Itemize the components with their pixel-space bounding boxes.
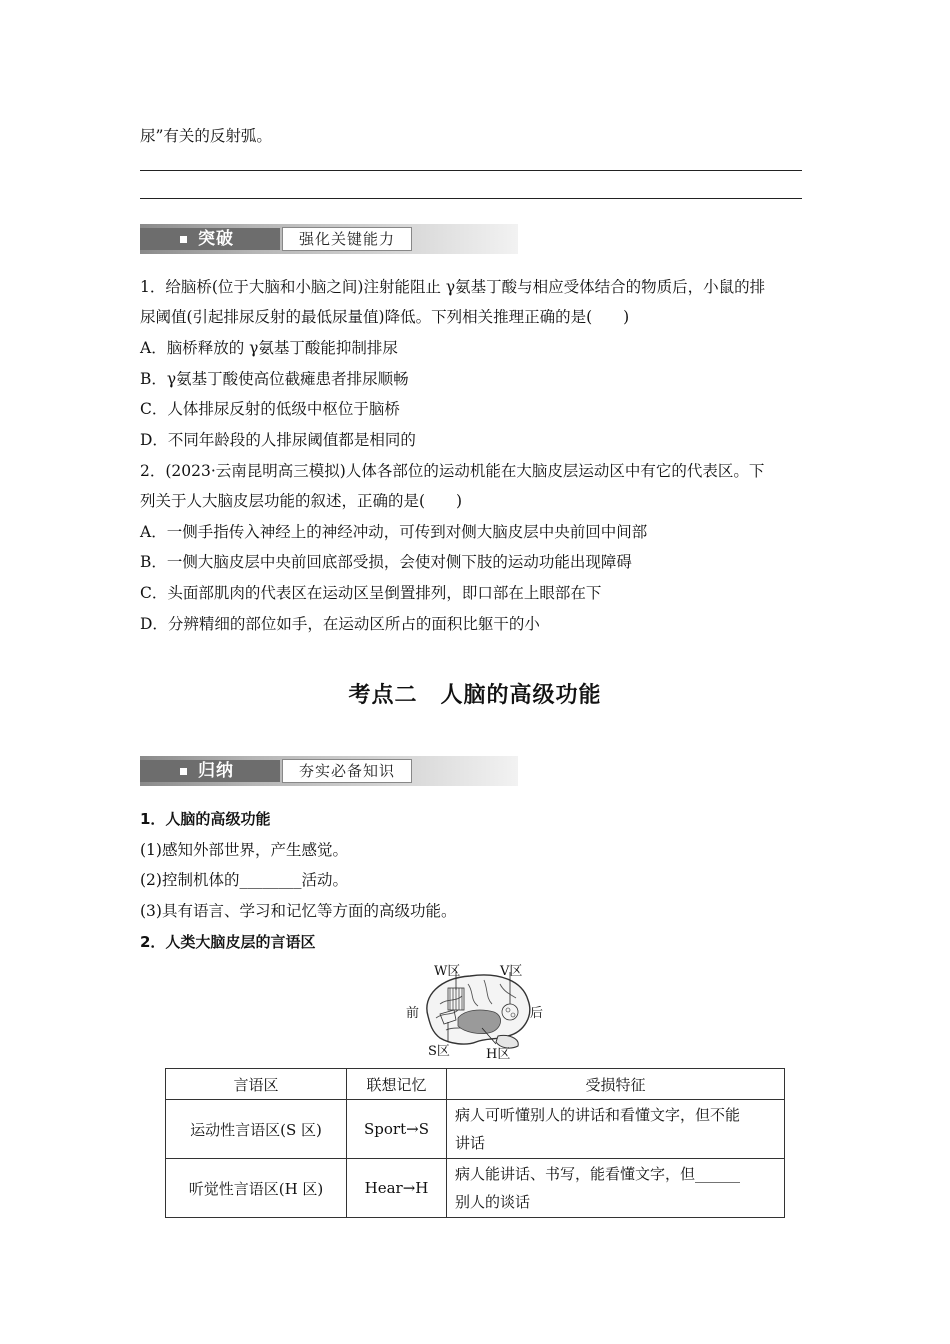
figure-label-back: 后 [530,1006,544,1021]
q1-option-b: B．γ氨基丁酸使高位截瘫患者排尿顺畅 [140,370,409,388]
figure-label-s: S区 [428,1044,450,1059]
table-row [166,1100,785,1159]
q1-option-a: A．脑桥释放的 γ氨基丁酸能抑制排尿 [140,339,398,357]
q1-stem-line1: 1．给脑桥(位于大脑和小脑之间)注射能阻止 γ氨基丁酸与相应受体结合的物质后，小鼠的排 [140,278,766,296]
table-header: 言语区 [166,1069,347,1100]
q2-option-c: C．头面部肌肉的代表区在运动区呈倒置排列，即口部在上眼部在下 [140,584,602,602]
table-cell-area: 听觉性言语区(H 区) [166,1159,347,1218]
q2-option-b: B．一侧大脑皮层中央前回底部受损，会使对侧下肢的运动功能出现障碍 [140,553,632,571]
banner-breakthrough [140,224,518,254]
figure-label-w: W区 [434,964,461,979]
table-header: 联想记忆 [347,1069,447,1100]
table-row [166,1159,785,1218]
table-cell-feature [447,1100,785,1159]
banner-word: 归纳 [198,761,234,781]
brain-figure [400,958,560,1060]
knowledge-item-2: (2)控制机体的________活动。 [140,871,348,889]
q2-stem-line1: 2．(2023·云南昆明高三模拟)人体各部位的运动机能在大脑皮层运动区中有它的代表区。下 [140,462,765,480]
figure-label-h: H区 [486,1047,511,1062]
table-cell-memory: Sport→S [347,1100,447,1159]
banner-summary [140,756,518,786]
feature-line: 病人能讲话、书写，能看懂文字，但______ [455,1165,741,1183]
table-header-row [166,1069,785,1100]
q2-option-a: A．一侧手指传入神经上的神经冲动，可传到对侧大脑皮层中央前回中间部 [140,523,648,541]
figure-label-v: V区 [500,964,523,979]
banner-word: 突破 [198,229,234,249]
table-cell-area: 运动性言语区(S 区) [166,1100,347,1159]
knowledge-item-1: (1)感知外部世界，产生感觉。 [140,841,348,859]
banner-tab: 夯实必备知识 [282,759,412,783]
figure-label-front: 前 [406,1006,420,1021]
feature-line: 别人的谈话 [455,1193,531,1211]
square-bullet-icon [180,236,187,243]
knowledge-heading-2: 2．人类大脑皮层的言语区 [140,933,316,951]
knowledge-heading-1: 1．人脑的高级功能 [140,810,271,828]
q1-stem-line2: 尿阈值(引起排尿反射的最低尿量值)降低。下列相关推理正确的是( ) [140,308,630,326]
q2-option-d: D．分辨精细的部位如手，在运动区所占的面积比躯干的小 [140,615,540,633]
table-cell-memory: Hear→H [347,1159,447,1218]
speech-area-table [165,1068,785,1218]
knowledge-item-3: (3)具有语言、学习和记忆等方面的高级功能。 [140,902,457,920]
table-header: 受损特征 [447,1069,785,1100]
q1-option-d: D．不同年龄段的人排尿阈值都是相同的 [140,431,416,449]
answer-blank-line-2 [140,198,802,199]
feature-line: 病人可听懂别人的讲话和看懂文字，但不能 [455,1106,741,1124]
table-cell-feature [447,1159,785,1218]
continuation-text: 尿”有关的反射弧。 [140,127,272,145]
q1-option-c: C．人体排尿反射的低级中枢位于脑桥 [140,400,400,418]
feature-line: 讲话 [455,1134,486,1152]
square-bullet-icon [180,768,187,775]
q2-stem-line2: 列关于人大脑皮层功能的叙述，正确的是( ) [140,492,463,510]
section-title: 考点二 人脑的高级功能 [348,683,602,708]
answer-blank-line-1 [140,170,802,171]
banner-tab: 强化关键能力 [282,227,412,251]
